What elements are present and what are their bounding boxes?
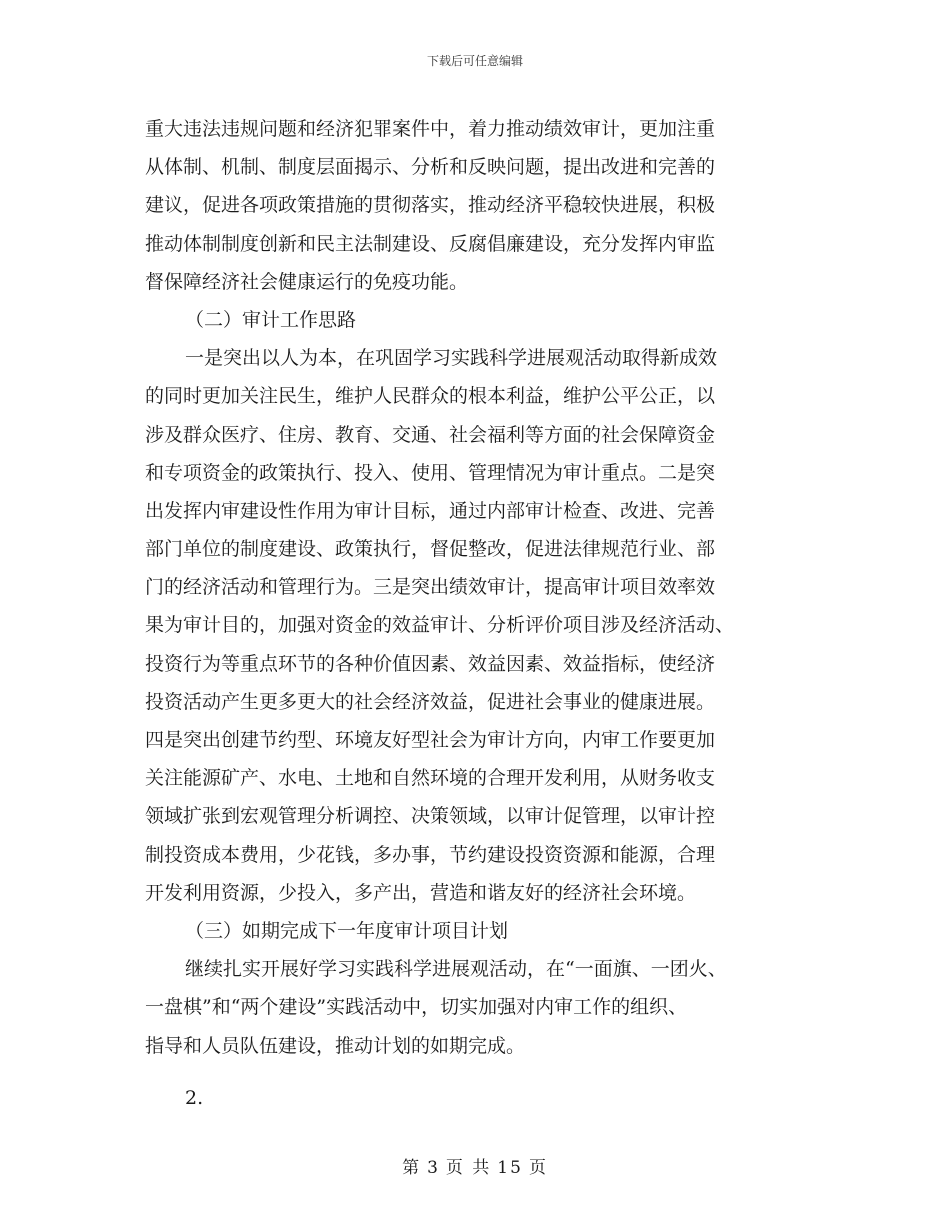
footer-mid: 页 共	[445, 1158, 492, 1178]
footer-page-number: 3	[427, 1158, 440, 1178]
footer-suffix: 页	[528, 1158, 548, 1178]
body-line: 涉及群众医疗、住房、教育、交通、社会福利等方面的社会保障资金	[145, 423, 716, 446]
document-body	[145, 110, 805, 1117]
body-line: 部门单位的制度建设、政策执行，督促整改，促进法律规范行业、部	[145, 538, 716, 561]
section-number: 2.	[185, 1086, 204, 1109]
body-line: 一盘棋”和“两个建设”实践活动中，切实加强对内审工作的组织、	[145, 996, 688, 1019]
body-line: 继续扎实开展好学习实践科学进展观活动，在“一面旗、一团火、	[185, 958, 727, 981]
section-heading: （二）审计工作思路	[185, 308, 357, 331]
body-line: 指导和人员队伍建设，推动计划的如期完成。	[145, 1034, 526, 1057]
body-line: 投资活动产生更多更大的社会经济效益，促进社会事业的健康进展。	[145, 690, 716, 713]
body-line: 督保障经济社会健康运行的免疫功能。	[145, 270, 469, 293]
body-line: 建议，促进各项政策措施的贯彻落实，推动经济平稳较快进展，积极	[145, 194, 716, 217]
body-line: 一是突出以人为本，在巩固学习实践科学进展观活动取得新成效	[185, 347, 718, 370]
section-heading: （三）如期完成下一年度审计项目计划	[185, 919, 509, 942]
body-line: 四是突出创建节约型、环境友好型社会为审计方向，内审工作要更加	[145, 729, 716, 751]
page-footer	[0, 1153, 950, 1178]
paragraph-gap	[145, 1065, 805, 1079]
body-line: 出发挥内审建设性作用为审计目标，通过内部审计检查、改进、完善	[145, 499, 716, 522]
body-line: 开发利用资源，少投入，多产出，营造和谐友好的经济社会环境。	[145, 881, 697, 904]
body-line: 重大违法违规问题和经济犯罪案件中，着力推动绩效审计，更加注重	[145, 118, 716, 140]
footer-prefix: 第	[402, 1158, 422, 1178]
body-line: 的同时更加关注民生，维护人民群众的根本利益，维护公平公正，以	[145, 385, 716, 408]
footer-total-pages: 15	[497, 1158, 523, 1178]
body-line: 果为审计目的，加强对资金的效益审计、分析评价项目涉及经济活动、	[145, 614, 735, 637]
page-header-note: 下载后可任意编辑	[426, 54, 523, 68]
body-line: 投资行为等重点环节的各种价值因素、效益因素、效益指标，使经济	[145, 652, 716, 675]
body-line: 门的经济活动和管理行为。三是突出绩效审计，提高审计项目效率效	[145, 576, 716, 599]
body-line: 从体制、机制、制度层面揭示、分析和反映问题，提出改进和完善的	[145, 156, 716, 179]
body-line: 关注能源矿产、水电、土地和自然环境的合理开发利用，从财务收支	[145, 767, 716, 790]
body-line: 领域扩张到宏观管理分析调控、决策领域，以审计促管理，以审计控	[145, 805, 716, 828]
body-line: 和专项资金的政策执行、投入、使用、管理情况为审计重点。二是突	[145, 461, 716, 484]
body-line: 制投资成本费用，少花钱，多办事，节约建设投资资源和能源，合理	[145, 843, 716, 866]
body-line: 推动体制制度创新和民主法制建设、反腐倡廉建设，充分发挥内审监	[145, 232, 716, 255]
